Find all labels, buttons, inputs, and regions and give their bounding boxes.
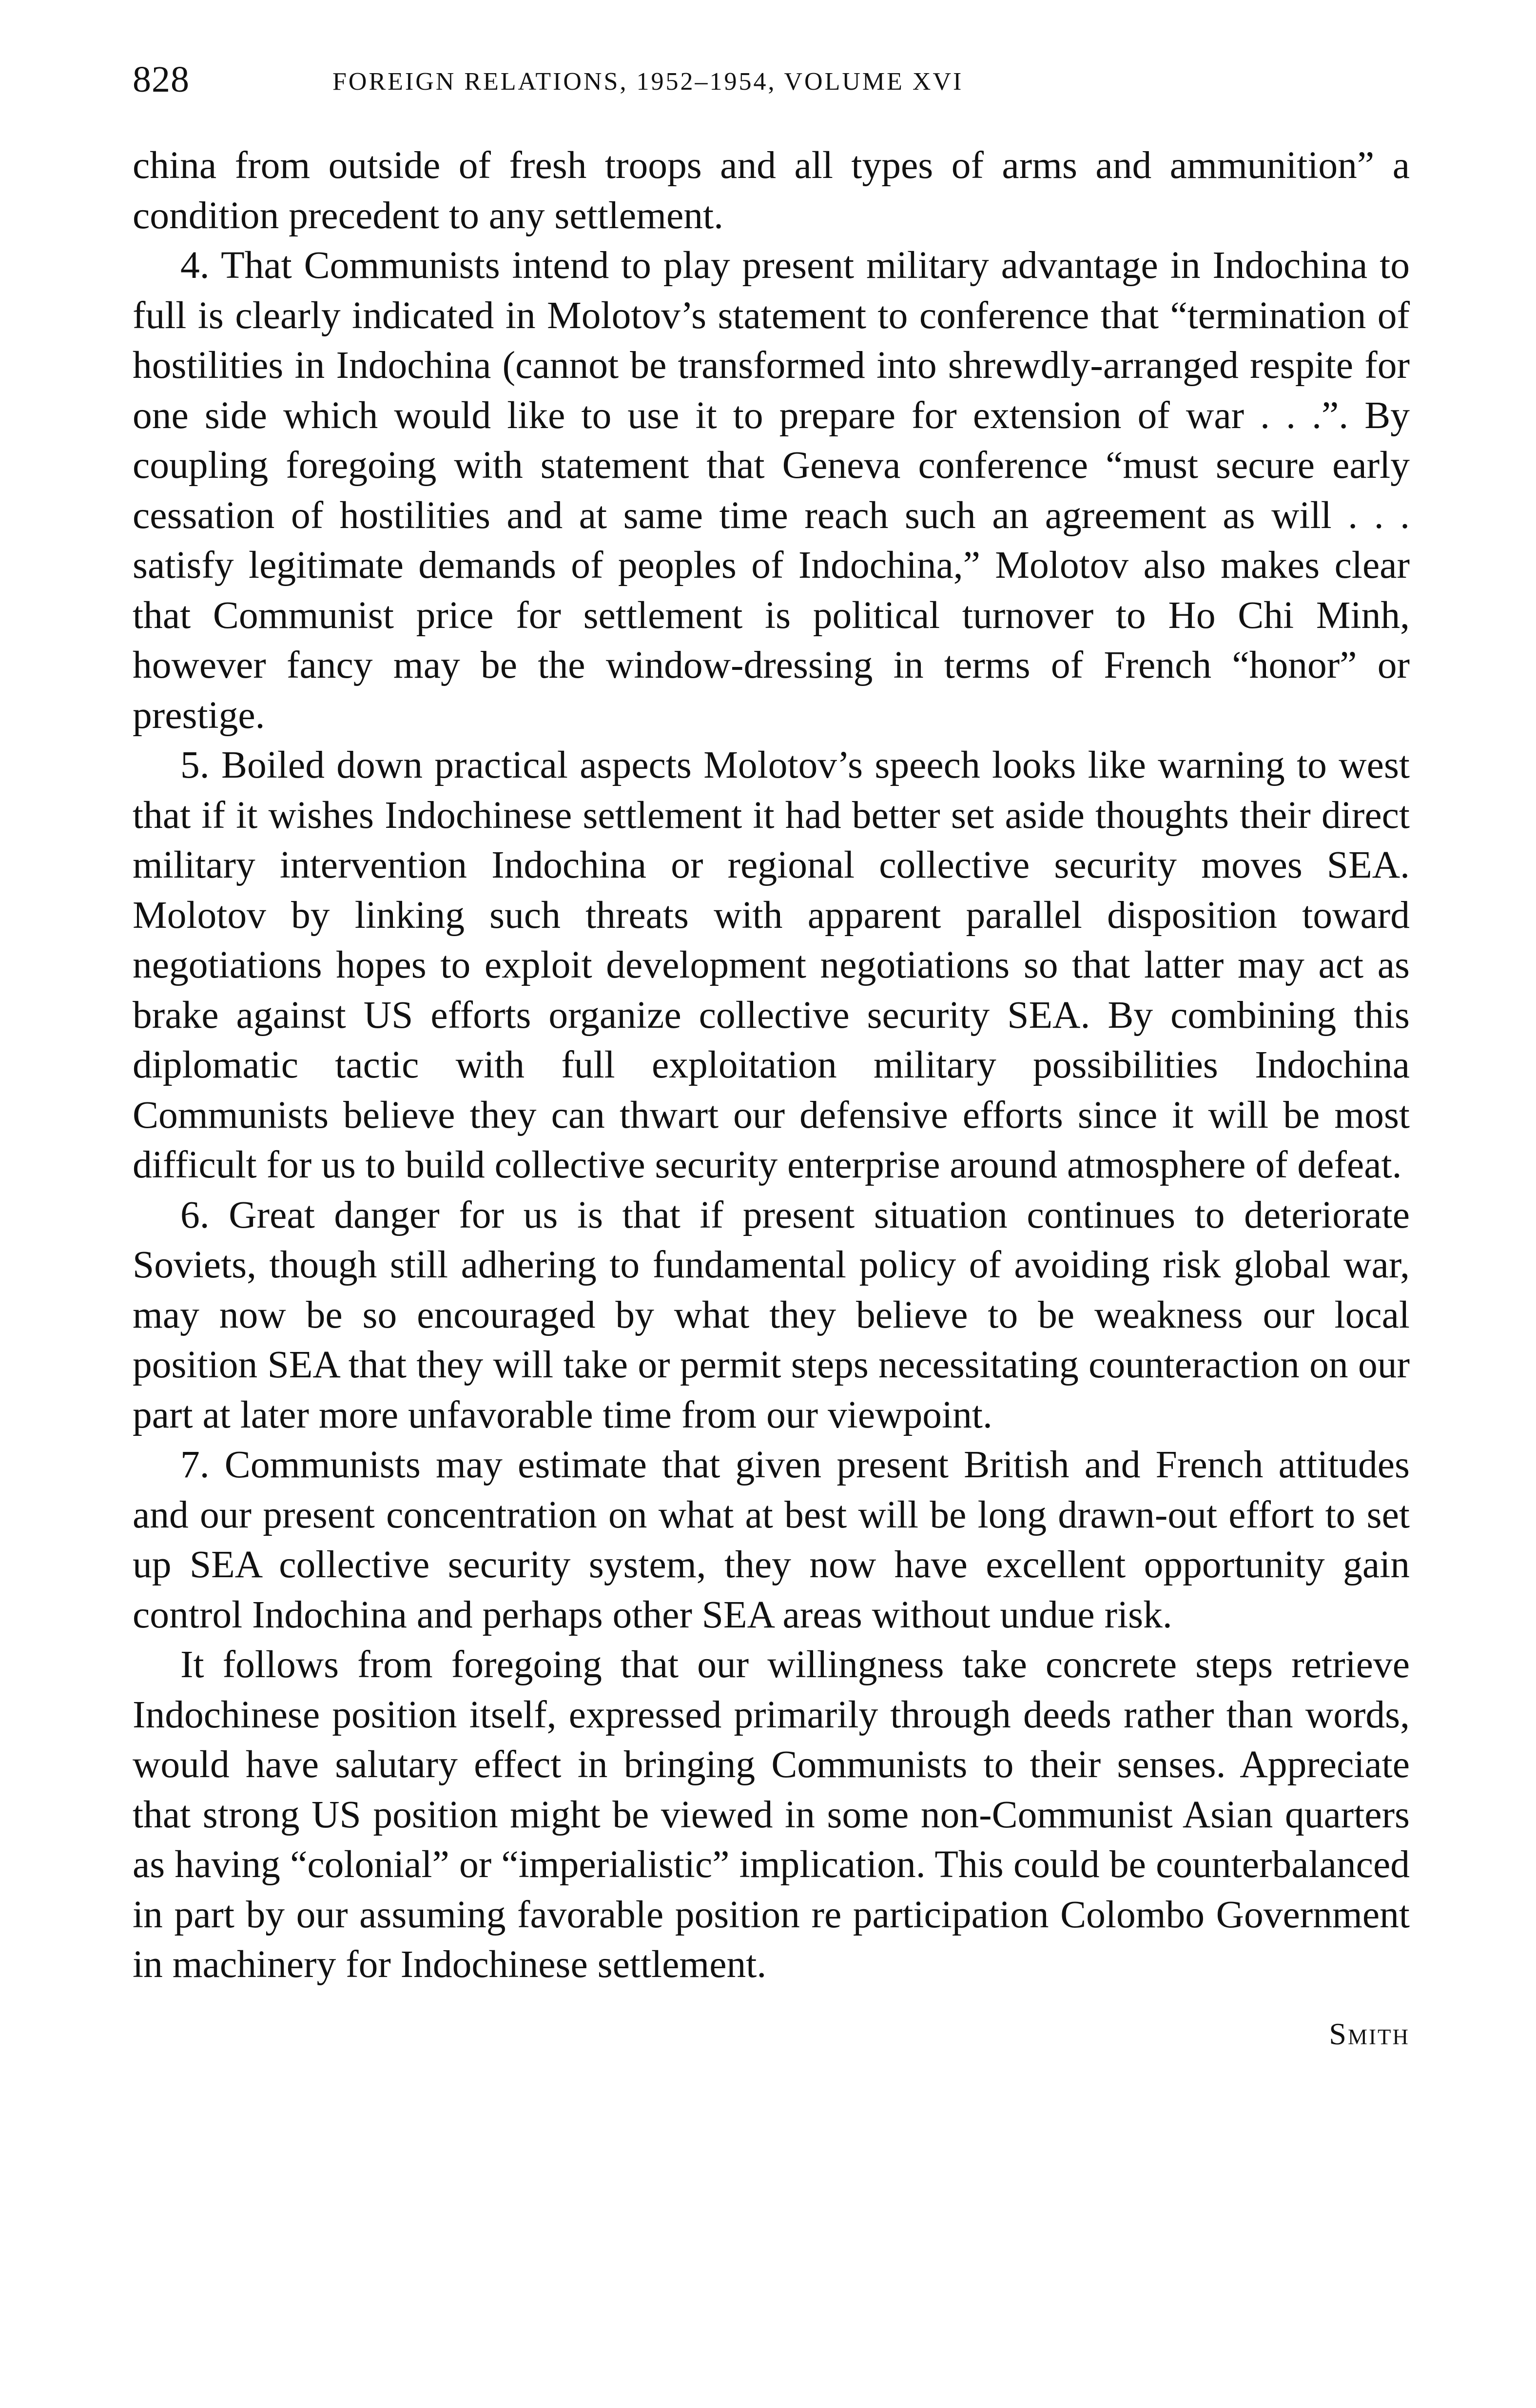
paragraph-5: 5. Boiled down practical aspects Molotov’s speech looks like warning to west that if it wishes Indochinese settlement it had better set aside thoughts their direct military intervention Indochina or regional collective security moves SEA. Molotov by linking such threats with apparent parallel disposition toward negotiations hopes to exploit development negotiations so that latter may act as brake against US efforts organize collective security SEA. By combining this diplomatic tactic with full exploitation military possibilities Indochina Communists believe they can thwart our defensive efforts since it will be most difficult for us to build collective security enterprise around atmosphere of defeat. <box>133 744 1410 1186</box>
page-number: 828 <box>133 59 190 100</box>
paragraph-7: 7. Communists may estimate that given present British and French attitudes and our present concentration on what at best will be long drawn-out effort to set up SEA collective security system, they now have excellent opportunity gain control Indochina and perhaps other SEA areas without undue risk. <box>133 1443 1410 1636</box>
running-title: FOREIGN RELATIONS, 1952–1954, VOLUME XVI <box>332 68 964 96</box>
running-head <box>133 49 1410 107</box>
paragraph-conclusion: It follows from foregoing that our willingness take concrete steps retrieve Indochinese position itself, expressed primarily through deeds rather than words, would have salutary effect in bringing Communists to their senses. Appreciate that strong US position might be viewed in some non-Communist Asian quarters as having “colonial” or “imperialistic” implication. This could be counterbalanced in part by our assuming favorable position re participation Colombo Government in machinery for Indochinese settlement. <box>133 1643 1410 1986</box>
document-page <box>133 49 1410 2369</box>
paragraph-4: 4. That Communists intend to play present military advantage in Indochina to full is clearly indicated in Molotov’s statement to conference that “termination of hostilities in Indochina (cannot be transformed into shrewdly-arranged respite for one side which would like to use it to prepare for extension of war . . .”. By coupling foregoing with statement that Geneva conference “must secure early cessation of hostilities and at same time reach such an agreement as will . . . satisfy legitimate demands of peoples of Indochina,” Molotov also makes clear that Communist price for settlement is political turnover to Ho Chi Minh, however fancy may be the window-dressing in terms of French “honor” or prestige. <box>133 244 1410 737</box>
body-text <box>133 140 1410 2059</box>
signature: Smith <box>1329 2016 1410 2051</box>
paragraph-6: 6. Great danger for us is that if present situation continues to deteriorate Soviets, though still adhering to fundamental policy of avoiding risk global war, may now be so encouraged by what they believe to be weakness our local position SEA that they will take or permit steps necessitating counteraction on our part at later more unfavorable time from our viewpoint. <box>133 1193 1410 1436</box>
paragraph-continuation: china from outside of fresh troops and all types of arms and ammunition” a condition precedent to any settlement. <box>133 144 1410 237</box>
